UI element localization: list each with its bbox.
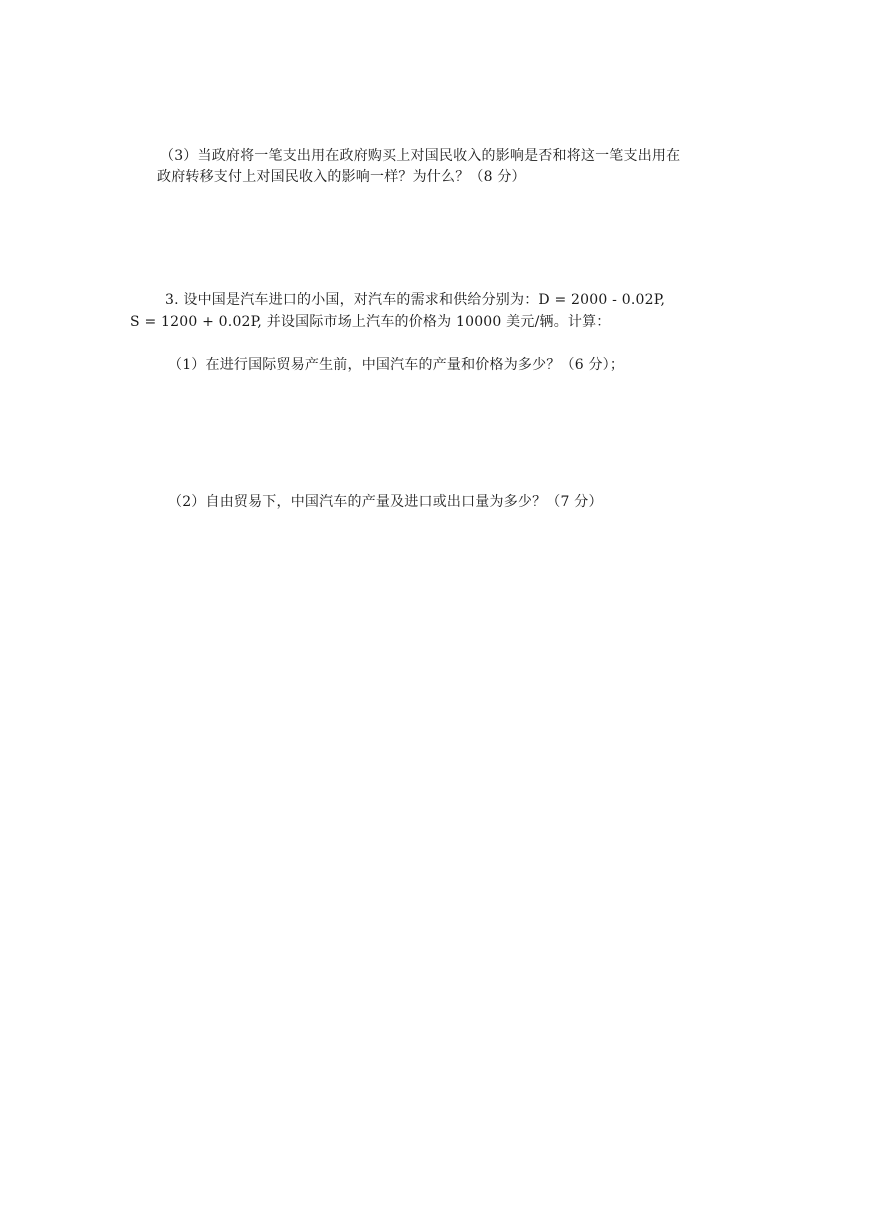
- question-3-intro-line-1: 3. 设中国是汽车进口的小国，对汽车的需求和供给分别为：D = 2000 - 0.02P,: [165, 292, 666, 308]
- question-3-part-2: （2）自由贸易下，中国汽车的产量及进口或出口量为多少？（7 分）: [168, 494, 603, 510]
- question-2-part-3-line-2: 政府转移支付上对国民收入的影响一样？为什么？（8 分）: [157, 169, 526, 185]
- question-2-part-3-line-1: （3）当政府将一笔支出用在政府购买上对国民收入的影响是否和将这一笔支出用在: [160, 148, 681, 164]
- question-3-part-1: （1）在进行国际贸易产生前，中国汽车的产量和价格为多少？（6 分）；: [168, 357, 625, 373]
- question-3-intro-line-2: S = 1200 + 0.02P, 并设国际市场上汽车的价格为 10000 美元/辆。计算：: [130, 314, 611, 330]
